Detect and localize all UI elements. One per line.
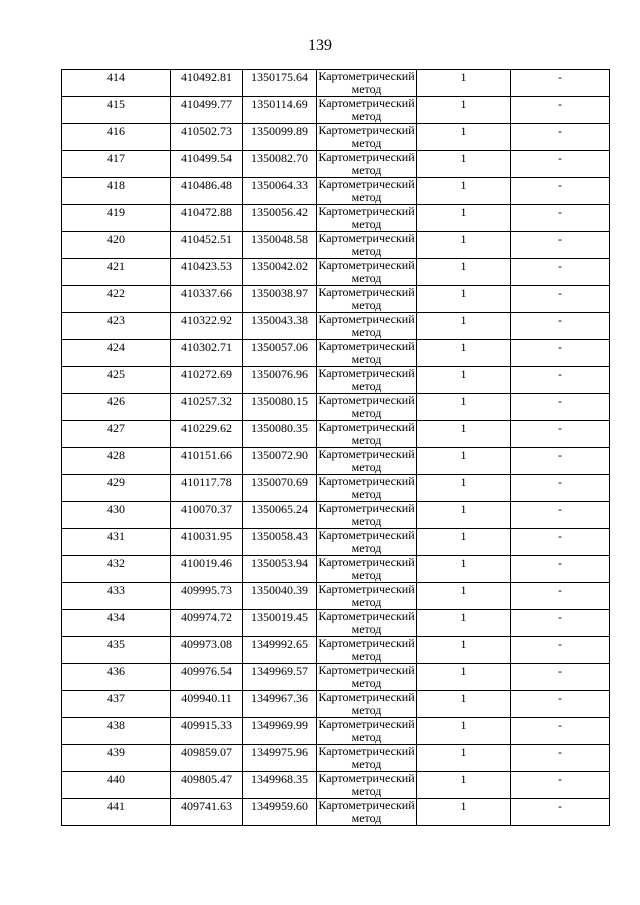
y-coordinate-cell: 1350072.90 bbox=[243, 448, 317, 475]
page-number: 139 bbox=[308, 37, 332, 54]
y-coordinate-cell: 1350056.42 bbox=[243, 205, 317, 232]
x-coordinate-cell: 410486.48 bbox=[171, 178, 243, 205]
y-coordinate-cell: 1350175.64 bbox=[243, 70, 317, 97]
y-coordinate-cell: 1349975.96 bbox=[243, 745, 317, 772]
point-number-cell: 421 bbox=[62, 259, 171, 286]
note-cell: - bbox=[511, 718, 610, 745]
accuracy-cell: 1 bbox=[417, 772, 511, 799]
x-coordinate-cell: 410117.78 bbox=[171, 475, 243, 502]
method-cell: Картометрический метод bbox=[318, 231, 415, 258]
method-cell: Картометрический метод bbox=[318, 636, 415, 663]
point-number-cell: 417 bbox=[62, 151, 171, 178]
method-cell: Картометрический метод bbox=[318, 366, 415, 393]
y-coordinate-cell: 1350038.97 bbox=[243, 286, 317, 313]
x-coordinate-cell: 409915.33 bbox=[171, 718, 243, 745]
y-coordinate-cell: 1350076.96 bbox=[243, 367, 317, 394]
coordinates-table bbox=[61, 69, 610, 826]
method-cell: Картометрический метод bbox=[318, 555, 415, 582]
x-coordinate-cell: 410070.37 bbox=[171, 502, 243, 529]
method-cell: Картометрический метод bbox=[318, 420, 415, 447]
point-number-cell: 441 bbox=[62, 799, 171, 826]
accuracy-cell: 1 bbox=[417, 583, 511, 610]
table-row bbox=[62, 421, 610, 448]
method-cell: Картометрический метод bbox=[318, 528, 415, 555]
table-row bbox=[62, 151, 610, 178]
x-coordinate-cell: 410272.69 bbox=[171, 367, 243, 394]
accuracy-cell: 1 bbox=[417, 448, 511, 475]
point-number-cell: 431 bbox=[62, 529, 171, 556]
accuracy-cell: 1 bbox=[417, 664, 511, 691]
method-cell: Картометрический метод bbox=[318, 798, 415, 825]
note-cell: - bbox=[511, 232, 610, 259]
point-number-cell: 423 bbox=[62, 313, 171, 340]
note-cell: - bbox=[511, 745, 610, 772]
point-number-cell: 425 bbox=[62, 367, 171, 394]
point-number-cell: 426 bbox=[62, 394, 171, 421]
y-coordinate-cell: 1350042.02 bbox=[243, 259, 317, 286]
point-number-cell: 435 bbox=[62, 637, 171, 664]
table-row bbox=[62, 448, 610, 475]
accuracy-cell: 1 bbox=[417, 502, 511, 529]
point-number-cell: 432 bbox=[62, 556, 171, 583]
point-number-cell: 422 bbox=[62, 286, 171, 313]
x-coordinate-cell: 409741.63 bbox=[171, 799, 243, 826]
note-cell: - bbox=[511, 448, 610, 475]
x-coordinate-cell: 409995.73 bbox=[171, 583, 243, 610]
point-number-cell: 427 bbox=[62, 421, 171, 448]
method-cell: Картометрический метод bbox=[318, 447, 415, 474]
method-cell: Картометрический метод bbox=[318, 339, 415, 366]
y-coordinate-cell: 1350043.38 bbox=[243, 313, 317, 340]
x-coordinate-cell: 409976.54 bbox=[171, 664, 243, 691]
table-row bbox=[62, 97, 610, 124]
accuracy-cell: 1 bbox=[417, 151, 511, 178]
accuracy-cell: 1 bbox=[417, 610, 511, 637]
note-cell: - bbox=[511, 421, 610, 448]
accuracy-cell: 1 bbox=[417, 178, 511, 205]
method-cell: Картометрический метод bbox=[318, 501, 415, 528]
method-cell: Картометрический метод bbox=[318, 663, 415, 690]
note-cell: - bbox=[511, 178, 610, 205]
table-row bbox=[62, 799, 610, 826]
table-row bbox=[62, 718, 610, 745]
accuracy-cell: 1 bbox=[417, 70, 511, 97]
point-number-cell: 416 bbox=[62, 124, 171, 151]
table-row bbox=[62, 367, 610, 394]
table-row bbox=[62, 286, 610, 313]
y-coordinate-cell: 1349969.99 bbox=[243, 718, 317, 745]
method-cell: Картометрический метод bbox=[318, 150, 415, 177]
note-cell: - bbox=[511, 772, 610, 799]
table-row bbox=[62, 637, 610, 664]
x-coordinate-cell: 409974.72 bbox=[171, 610, 243, 637]
note-cell: - bbox=[511, 556, 610, 583]
point-number-cell: 438 bbox=[62, 718, 171, 745]
note-cell: - bbox=[511, 286, 610, 313]
table-row bbox=[62, 475, 610, 502]
y-coordinate-cell: 1350057.06 bbox=[243, 340, 317, 367]
y-coordinate-cell: 1349967.36 bbox=[243, 691, 317, 718]
y-coordinate-cell: 1350065.24 bbox=[243, 502, 317, 529]
note-cell: - bbox=[511, 70, 610, 97]
method-cell: Картометрический метод bbox=[318, 717, 415, 744]
note-cell: - bbox=[511, 799, 610, 826]
point-number-cell: 420 bbox=[62, 232, 171, 259]
table-row bbox=[62, 664, 610, 691]
accuracy-cell: 1 bbox=[417, 556, 511, 583]
method-cell: Картометрический метод bbox=[318, 393, 415, 420]
note-cell: - bbox=[511, 529, 610, 556]
coordinates-table-body bbox=[62, 70, 610, 826]
accuracy-cell: 1 bbox=[417, 529, 511, 556]
accuracy-cell: 1 bbox=[417, 691, 511, 718]
point-number-cell: 418 bbox=[62, 178, 171, 205]
x-coordinate-cell: 410492.81 bbox=[171, 70, 243, 97]
table-row bbox=[62, 313, 610, 340]
x-coordinate-cell: 410151.66 bbox=[171, 448, 243, 475]
accuracy-cell: 1 bbox=[417, 259, 511, 286]
y-coordinate-cell: 1350099.89 bbox=[243, 124, 317, 151]
accuracy-cell: 1 bbox=[417, 313, 511, 340]
point-number-cell: 428 bbox=[62, 448, 171, 475]
note-cell: - bbox=[511, 475, 610, 502]
x-coordinate-cell: 410019.46 bbox=[171, 556, 243, 583]
method-cell: Картометрический метод bbox=[318, 258, 415, 285]
note-cell: - bbox=[511, 97, 610, 124]
table-row bbox=[62, 772, 610, 799]
note-cell: - bbox=[511, 664, 610, 691]
note-cell: - bbox=[511, 583, 610, 610]
point-number-cell: 429 bbox=[62, 475, 171, 502]
point-number-cell: 434 bbox=[62, 610, 171, 637]
method-cell: Картометрический метод bbox=[318, 204, 415, 231]
table-row bbox=[62, 70, 610, 97]
method-cell: Картометрический метод bbox=[318, 771, 415, 798]
x-coordinate-cell: 410229.62 bbox=[171, 421, 243, 448]
y-coordinate-cell: 1350070.69 bbox=[243, 475, 317, 502]
table-row bbox=[62, 556, 610, 583]
accuracy-cell: 1 bbox=[417, 205, 511, 232]
method-cell: Картометрический метод bbox=[318, 285, 415, 312]
y-coordinate-cell: 1350082.70 bbox=[243, 151, 317, 178]
method-cell: Картометрический метод bbox=[318, 69, 415, 96]
accuracy-cell: 1 bbox=[417, 367, 511, 394]
table-row bbox=[62, 394, 610, 421]
note-cell: - bbox=[511, 205, 610, 232]
note-cell: - bbox=[511, 259, 610, 286]
y-coordinate-cell: 1350053.94 bbox=[243, 556, 317, 583]
y-coordinate-cell: 1349969.57 bbox=[243, 664, 317, 691]
note-cell: - bbox=[511, 367, 610, 394]
y-coordinate-cell: 1350080.15 bbox=[243, 394, 317, 421]
x-coordinate-cell: 410452.51 bbox=[171, 232, 243, 259]
table-row bbox=[62, 529, 610, 556]
point-number-cell: 415 bbox=[62, 97, 171, 124]
note-cell: - bbox=[511, 502, 610, 529]
table-row bbox=[62, 124, 610, 151]
y-coordinate-cell: 1349968.35 bbox=[243, 772, 317, 799]
table-row bbox=[62, 745, 610, 772]
method-cell: Картометрический метод bbox=[318, 690, 415, 717]
accuracy-cell: 1 bbox=[417, 394, 511, 421]
method-cell: Картометрический метод bbox=[318, 474, 415, 501]
note-cell: - bbox=[511, 610, 610, 637]
x-coordinate-cell: 410257.32 bbox=[171, 394, 243, 421]
method-cell: Картометрический метод bbox=[318, 582, 415, 609]
table-row bbox=[62, 610, 610, 637]
accuracy-cell: 1 bbox=[417, 97, 511, 124]
accuracy-cell: 1 bbox=[417, 745, 511, 772]
x-coordinate-cell: 409973.08 bbox=[171, 637, 243, 664]
x-coordinate-cell: 410423.53 bbox=[171, 259, 243, 286]
table-row bbox=[62, 232, 610, 259]
note-cell: - bbox=[511, 637, 610, 664]
x-coordinate-cell: 410499.77 bbox=[171, 97, 243, 124]
x-coordinate-cell: 409859.07 bbox=[171, 745, 243, 772]
accuracy-cell: 1 bbox=[417, 124, 511, 151]
point-number-cell: 440 bbox=[62, 772, 171, 799]
x-coordinate-cell: 409940.11 bbox=[171, 691, 243, 718]
accuracy-cell: 1 bbox=[417, 718, 511, 745]
y-coordinate-cell: 1350064.33 bbox=[243, 178, 317, 205]
table-row bbox=[62, 340, 610, 367]
method-cell: Картометрический метод bbox=[318, 744, 415, 771]
note-cell: - bbox=[511, 313, 610, 340]
note-cell: - bbox=[511, 151, 610, 178]
y-coordinate-cell: 1350040.39 bbox=[243, 583, 317, 610]
accuracy-cell: 1 bbox=[417, 637, 511, 664]
method-cell: Картометрический метод bbox=[318, 609, 415, 636]
accuracy-cell: 1 bbox=[417, 232, 511, 259]
method-cell: Картометрический метод bbox=[318, 177, 415, 204]
accuracy-cell: 1 bbox=[417, 340, 511, 367]
y-coordinate-cell: 1350080.35 bbox=[243, 421, 317, 448]
accuracy-cell: 1 bbox=[417, 421, 511, 448]
method-cell: Картометрический метод bbox=[318, 96, 415, 123]
note-cell: - bbox=[511, 691, 610, 718]
y-coordinate-cell: 1349959.60 bbox=[243, 799, 317, 826]
y-coordinate-cell: 1350019.45 bbox=[243, 610, 317, 637]
x-coordinate-cell: 410302.71 bbox=[171, 340, 243, 367]
x-coordinate-cell: 410031.95 bbox=[171, 529, 243, 556]
point-number-cell: 424 bbox=[62, 340, 171, 367]
table-row bbox=[62, 259, 610, 286]
point-number-cell: 414 bbox=[62, 70, 171, 97]
x-coordinate-cell: 410322.92 bbox=[171, 313, 243, 340]
note-cell: - bbox=[511, 394, 610, 421]
y-coordinate-cell: 1350114.69 bbox=[243, 97, 317, 124]
point-number-cell: 419 bbox=[62, 205, 171, 232]
table-row bbox=[62, 691, 610, 718]
y-coordinate-cell: 1350048.58 bbox=[243, 232, 317, 259]
x-coordinate-cell: 410502.73 bbox=[171, 124, 243, 151]
accuracy-cell: 1 bbox=[417, 475, 511, 502]
y-coordinate-cell: 1349992.65 bbox=[243, 637, 317, 664]
y-coordinate-cell: 1350058.43 bbox=[243, 529, 317, 556]
table-row bbox=[62, 205, 610, 232]
accuracy-cell: 1 bbox=[417, 286, 511, 313]
point-number-cell: 430 bbox=[62, 502, 171, 529]
x-coordinate-cell: 410499.54 bbox=[171, 151, 243, 178]
method-cell: Картометрический метод bbox=[318, 312, 415, 339]
method-cell: Картометрический метод bbox=[318, 123, 415, 150]
point-number-cell: 436 bbox=[62, 664, 171, 691]
table-row bbox=[62, 583, 610, 610]
note-cell: - bbox=[511, 340, 610, 367]
table-row bbox=[62, 178, 610, 205]
note-cell: - bbox=[511, 124, 610, 151]
x-coordinate-cell: 409805.47 bbox=[171, 772, 243, 799]
point-number-cell: 437 bbox=[62, 691, 171, 718]
x-coordinate-cell: 410472.88 bbox=[171, 205, 243, 232]
x-coordinate-cell: 410337.66 bbox=[171, 286, 243, 313]
point-number-cell: 439 bbox=[62, 745, 171, 772]
accuracy-cell: 1 bbox=[417, 799, 511, 826]
table-row bbox=[62, 502, 610, 529]
point-number-cell: 433 bbox=[62, 583, 171, 610]
